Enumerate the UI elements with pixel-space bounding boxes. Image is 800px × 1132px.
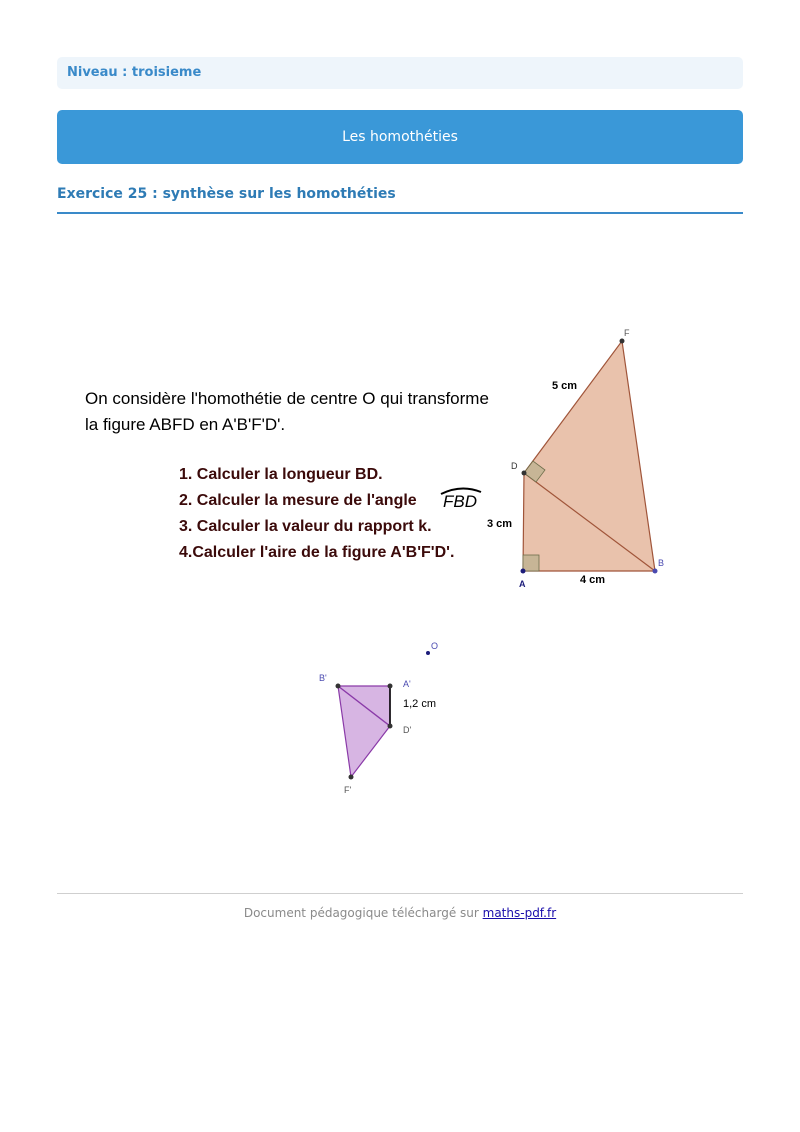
label-b-prime: B' <box>319 673 327 683</box>
label-b: B <box>658 558 665 568</box>
point-f <box>620 339 625 344</box>
point-d <box>522 471 527 476</box>
label-d: D <box>511 461 518 471</box>
question-4: 4.Calculer l'aire de la figure A'B'F'D'. <box>179 544 455 561</box>
length-ab: 4 cm <box>580 574 606 586</box>
point-o <box>426 651 430 655</box>
question-1: 1. Calculer la longueur BD. <box>179 466 383 483</box>
angle-label: FBD <box>443 492 477 511</box>
level-box <box>57 57 743 89</box>
label-f-prime: F' <box>344 785 352 795</box>
label-a-prime: A' <box>403 679 411 689</box>
label-d-prime: D' <box>403 725 412 735</box>
statement-line-1: On considère l'homothétie de centre O qui transforme <box>85 389 489 408</box>
big-quadrilateral <box>523 341 655 571</box>
footer-text: Document pédagogique téléchargé sur <box>243 906 483 920</box>
point-f-prime <box>349 775 354 780</box>
exercise-figure-svg <box>57 300 743 820</box>
exercise-heading-text: Exercice 25 : synthèse sur les homothéties <box>57 186 396 202</box>
label-f: F <box>624 328 630 338</box>
small-quadrilateral <box>338 686 390 777</box>
question-3: 3. Calculer la valeur du rapport k. <box>179 518 432 535</box>
length-ad-prime: 1,2 cm <box>403 698 437 710</box>
footer <box>57 906 743 920</box>
statement-line-2: la figure ABFD en A'B'F'D'. <box>85 415 286 434</box>
title-banner <box>57 110 743 164</box>
label-a: A <box>519 579 526 589</box>
footer-divider <box>57 893 743 894</box>
point-b-prime <box>336 684 341 689</box>
length-ad: 3 cm <box>487 518 513 530</box>
point-a <box>521 569 526 574</box>
length-df: 5 cm <box>552 380 578 392</box>
level-text: Niveau : troisieme <box>67 65 202 80</box>
point-b <box>653 569 658 574</box>
question-2: 2. Calculer la mesure de l'angle <box>179 492 417 509</box>
point-a-prime <box>388 684 393 689</box>
banner-title: Les homothéties <box>342 129 458 145</box>
right-angle-a-icon <box>523 555 539 571</box>
exercise-heading <box>57 186 743 214</box>
exercise-figure <box>57 300 743 820</box>
point-d-prime <box>388 724 393 729</box>
footer-link[interactable]: maths-pdf.fr <box>482 906 557 920</box>
label-o: O <box>431 641 439 651</box>
